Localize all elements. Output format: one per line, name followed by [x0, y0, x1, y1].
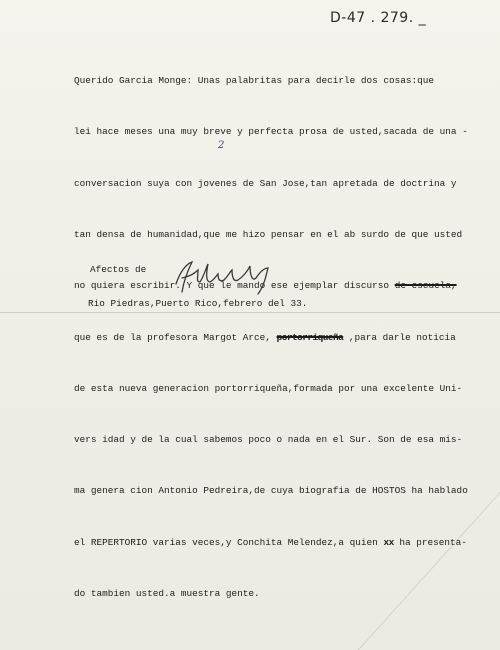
letter-line-text: ha presenta-	[393, 536, 467, 548]
letter-line-text: no quiera escribir. Y que le mando ese ejemplar discurso	[74, 280, 390, 292]
letter-line	[74, 534, 494, 551]
letter-line: conversacion suya con jovenes de San Jose,tan apretada de doctrina y	[74, 177, 457, 189]
letter-line	[74, 329, 494, 346]
archive-code: D-47 . 279. _	[330, 10, 427, 26]
crossed-out-text: xx	[383, 536, 394, 548]
letter-line: Querido Garcia Monge: Unas palabritas para decirle dos cosas:que	[74, 75, 435, 87]
place-and-date: Rio Piedras,Puerto Rico,febrero del 33.	[88, 298, 308, 309]
crossed-out-text: portorriqueña	[276, 331, 344, 343]
letter-line: tan densa de humanidad,que me hizo pensar en el ab surdo de que usted	[74, 229, 463, 241]
letter-line: do tambien usted.a muestra gente.	[74, 588, 260, 599]
letter-line: ma genera cion Antonio Pedreira,de cuya biografia de HOSTOS ha hablado	[74, 485, 468, 497]
letter-line-text: que es de la profesora Margot Arce,	[74, 331, 271, 343]
letter-line-text: ,para darle noticia	[343, 331, 456, 343]
struck-text: de escuela,	[394, 280, 457, 292]
letter-line-text: el REPERTORIO varias veces,y Conchita Melendez,a quien	[74, 536, 378, 548]
closing-salutation: Afectos de	[90, 264, 147, 275]
letter-line: lei hace meses una muy breve y perfecta prosa de usted,sacada de una -	[74, 126, 468, 138]
handwritten-insert-mark: 2	[218, 140, 225, 151]
handwritten-signature	[168, 254, 288, 298]
letter-line: de esta nueva generacion portorriqueña,formada por una excelente Uni-	[74, 382, 463, 394]
letter-body	[74, 38, 494, 636]
letter-line: vers idad y de la cual sabemos poco o nada en el Sur. Son de esa mis-	[74, 434, 463, 446]
